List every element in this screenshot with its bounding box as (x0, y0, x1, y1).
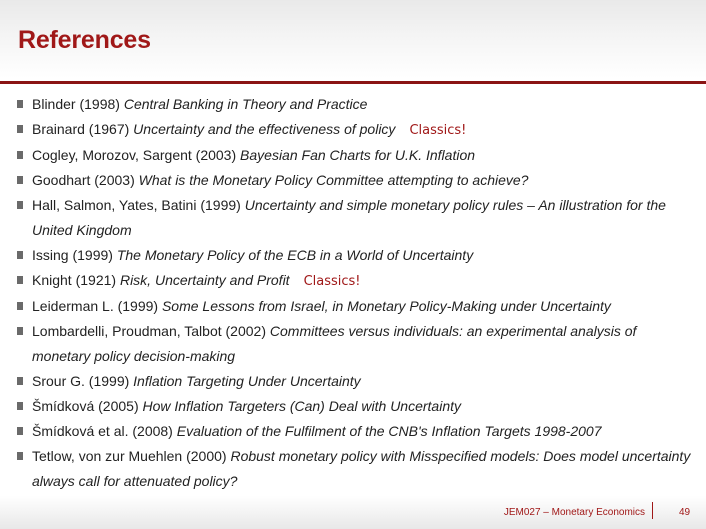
reference-item (16, 294, 696, 319)
bullet-icon (17, 402, 23, 410)
bullet-icon (17, 201, 23, 209)
reference-authors: Šmídková et al. (2008) (32, 423, 177, 439)
reference-authors: Šmídková (2005) (32, 398, 143, 414)
reference-title: What is the Monetary Policy Committee attempting to achieve? (138, 172, 529, 188)
reference-list (16, 92, 696, 494)
reference-authors: Brainard (1967) (32, 121, 134, 137)
reference-authors: Knight (1921) (32, 272, 120, 288)
reference-title: Robust monetary policy with Misspecified models: Does model uncertainty always call for attenuated policy? (32, 448, 691, 489)
reference-authors: Goodhart (2003) (32, 172, 139, 188)
reference-title: Uncertainty and the effectiveness of policy (133, 121, 396, 137)
reference-authors: Cogley, Morozov, Sargent (2003) (32, 147, 241, 163)
bullet-icon (17, 377, 23, 385)
reference-title: Central Banking in Theory and Practice (123, 96, 368, 112)
reference-authors: Leiderman L. (1999) (32, 298, 162, 314)
bullet-icon (17, 125, 23, 133)
reference-item (16, 268, 696, 294)
reference-title: Bayesian Fan Charts for U.K. Inflation (240, 147, 476, 163)
footer-course: JEM027 – Monetary Economics (503, 507, 645, 518)
page-number: 49 (679, 507, 691, 518)
bullet-icon (17, 327, 23, 335)
footer-separator (652, 502, 653, 519)
reference-item (16, 243, 696, 268)
reference-title: Risk, Uncertainty and Profit (119, 272, 290, 288)
reference-title: Inflation Targeting Under Uncertainty (133, 373, 361, 389)
reference-item (16, 143, 696, 168)
reference-item (16, 419, 696, 444)
reference-item (16, 193, 696, 243)
reference-authors: Srour G. (1999) (32, 373, 134, 389)
reference-authors: Issing (1999) (32, 247, 117, 263)
reference-authors: Lombardelli, Proudman, Talbot (2002) (32, 323, 270, 339)
bullet-icon (17, 251, 23, 259)
title-divider (0, 81, 706, 84)
classics-label: Classics! (409, 123, 467, 138)
reference-title: Uncertainty and simple monetary policy rules – An illustration for the United Kingdom (32, 197, 666, 238)
bullet-icon (17, 176, 23, 184)
bullet-icon (17, 276, 23, 284)
reference-title: Evaluation of the Fulfilment of the CNB's Inflation Targets 1998-2007 (176, 423, 602, 439)
reference-authors: Tetlow, von zur Muehlen (2000) (32, 448, 231, 464)
reference-title: Some Lessons from Israel, in Monetary Policy-Making under Uncertainty (161, 298, 611, 314)
reference-title: The Monetary Policy of the ECB in a World of Uncertainty (116, 247, 474, 263)
bullet-icon (17, 452, 23, 460)
bullet-icon (17, 100, 23, 108)
reference-item (16, 168, 696, 193)
reference-item (16, 319, 696, 369)
bullet-icon (17, 427, 23, 435)
reference-item (16, 394, 696, 419)
slide-title: References (18, 26, 151, 54)
reference-authors: Hall, Salmon, Yates, Batini (1999) (32, 197, 245, 213)
bullet-icon (17, 151, 23, 159)
bullet-icon (17, 302, 23, 310)
classics-label: Classics! (303, 274, 361, 289)
reference-item (16, 444, 696, 494)
reference-title: Committees versus individuals: an experimental analysis of monetary policy decision-making (32, 323, 637, 364)
reference-item (16, 92, 696, 117)
reference-item (16, 369, 696, 394)
reference-title: How Inflation Targeters (Can) Deal with Uncertainty (142, 398, 462, 414)
reference-item (16, 117, 696, 143)
reference-authors: Blinder (1998) (32, 96, 124, 112)
